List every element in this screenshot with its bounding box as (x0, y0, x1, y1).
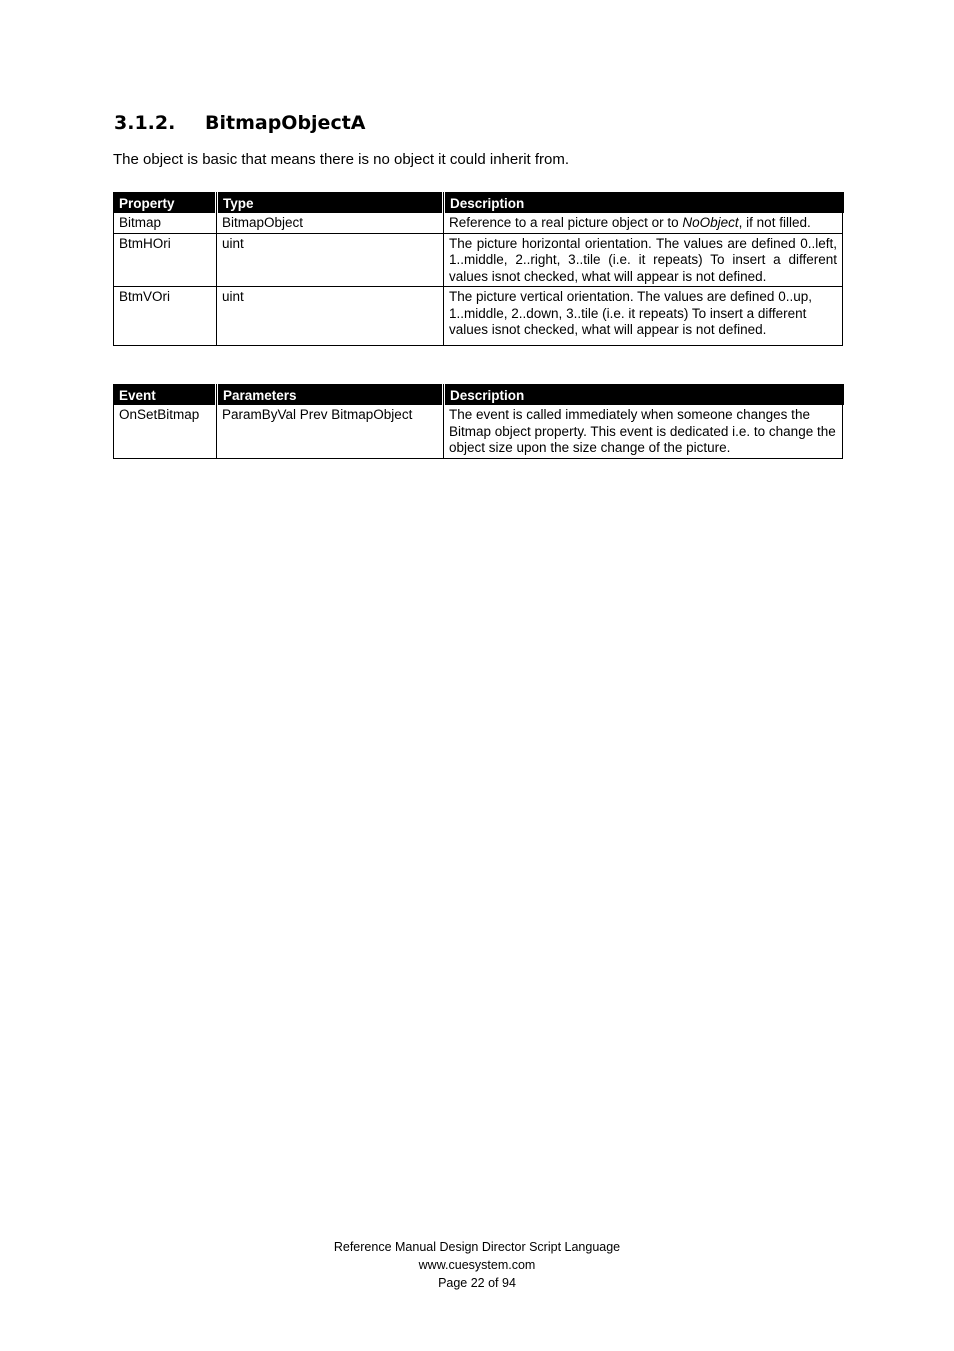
section-heading (114, 112, 366, 134)
cell-description (444, 213, 843, 234)
header-type: Type (217, 192, 444, 213)
table-row (114, 405, 843, 459)
description-italic: NoObject (682, 215, 739, 230)
footer-website: www.cuesystem.com (418, 1258, 536, 1272)
section-title: BitmapObjectA (205, 112, 366, 134)
header-description: Description (444, 192, 843, 213)
cell-description: The event is called immediately when someone changes the Bitmap object property. This event is dedicated i.e. to change the object size upon the size change of the picture. (444, 405, 843, 459)
table-row (114, 287, 843, 346)
events-table (113, 384, 844, 459)
header-property: Property (114, 192, 217, 213)
cell-parameters: ParamByVal Prev BitmapObject (217, 405, 444, 459)
section-number: 3.1.2. (114, 112, 176, 134)
header-event: Event (114, 384, 217, 405)
cell-event: OnSetBitmap (114, 405, 217, 459)
description-text: , if not filled. (738, 215, 811, 230)
table-row (114, 233, 843, 287)
page-footer (0, 1238, 954, 1292)
footer-page-number: Page 22 of 94 (438, 1276, 516, 1290)
table-header-row (114, 384, 843, 405)
table-header-row (114, 192, 843, 213)
footer-title: Reference Manual Design Director Script Language (333, 1240, 621, 1254)
cell-description: The picture vertical orientation. The values are defined 0..up, 1..middle, 2..down, 3..tile (i.e. it repeats) To insert a different values isnot checked, what will appear is not defined. (444, 287, 843, 346)
cell-type: BitmapObject (217, 213, 444, 234)
cell-property: Bitmap (114, 213, 217, 234)
cell-description: The picture horizontal orientation. The values are defined 0..left, 1..middle, 2..right, 3..tile (i.e. it repeats) To insert a different values isnot checked, what will appear is not defined. (444, 233, 843, 287)
cell-property: BtmVOri (114, 287, 217, 346)
header-description: Description (444, 384, 843, 405)
description-text: Reference to a real picture object or to (449, 215, 683, 230)
cell-property: BtmHOri (114, 233, 217, 287)
intro-paragraph: The object is basic that means there is no object it could inherit from. (113, 151, 570, 168)
table-row (114, 213, 843, 234)
cell-type: uint (217, 287, 444, 346)
properties-table (113, 192, 844, 346)
header-parameters: Parameters (217, 384, 444, 405)
cell-type: uint (217, 233, 444, 287)
